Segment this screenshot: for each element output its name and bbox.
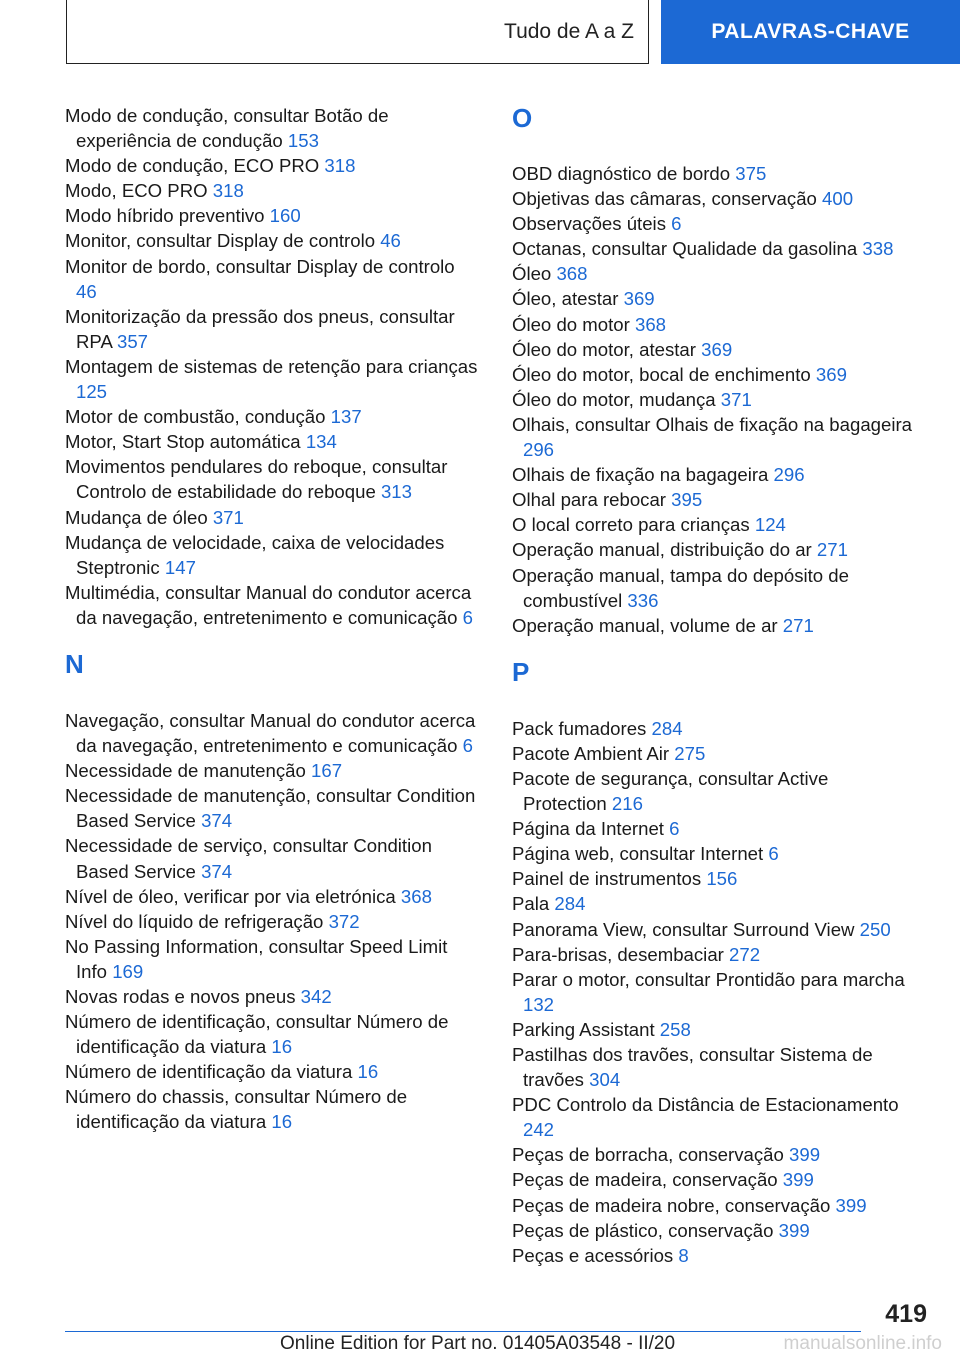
index-entry — [512, 891, 917, 916]
page-reference-link[interactable]: 16 — [357, 1061, 379, 1083]
index-entry-text: Nível do líquido de refrigeração — [65, 910, 324, 932]
page-reference-link[interactable]: 153 — [287, 130, 319, 152]
page-reference-link[interactable]: 369 — [815, 363, 847, 385]
index-entry — [65, 228, 480, 253]
index-entry-text: Para-brisas, desembaciar — [512, 943, 724, 965]
index-entry-text: Pacote de segurança, consultar Active Protection — [512, 767, 829, 815]
index-entry — [512, 917, 917, 942]
page-reference-link[interactable]: 6 — [462, 606, 473, 628]
index-entry-text: Monitorização da pressão dos pneus, consultar RPA — [65, 305, 455, 352]
page-reference-link[interactable]: 271 — [816, 539, 848, 561]
index-entry-text: Montagem de sistemas de retenção para crianças — [65, 355, 478, 377]
index-entry — [65, 1084, 480, 1134]
section-tab-label: Tudo de A a Z — [504, 19, 634, 43]
index-entry — [65, 1009, 480, 1059]
index-entry — [512, 462, 917, 487]
index-entry-text: Parar o motor, consultar Prontidão para marcha — [512, 968, 905, 990]
index-entry — [65, 909, 480, 934]
index-entry-text: OBD diagnóstico de bordo — [512, 163, 731, 184]
index-entry — [512, 261, 917, 286]
section-letter-o: O — [512, 103, 533, 133]
page-reference-link[interactable]: 399 — [835, 1194, 867, 1216]
page-reference-link[interactable]: 318 — [324, 155, 356, 177]
page-reference-link[interactable]: 369 — [623, 288, 655, 310]
index-entry-text: Peças de plástico, conservação — [512, 1219, 774, 1241]
page-reference-link[interactable]: 399 — [782, 1169, 814, 1191]
page-reference-link[interactable]: 284 — [554, 893, 586, 915]
page-reference-link[interactable]: 250 — [859, 918, 891, 940]
index-entry — [65, 404, 480, 429]
index-entry-text: Modo, ECO PRO — [65, 180, 208, 202]
index-entry-text: Óleo, atestar — [512, 288, 619, 310]
index-entry-text: Pack fumadores — [512, 717, 647, 739]
index-entry-text: Monitor, consultar Display de controlo — [65, 230, 376, 252]
page-reference-link[interactable]: 336 — [627, 589, 659, 611]
page-reference-link[interactable]: 296 — [523, 439, 555, 461]
footer-divider — [65, 1331, 861, 1332]
index-entry — [65, 934, 480, 984]
index-entry — [512, 186, 917, 211]
index-entry — [512, 716, 917, 741]
page-reference-link[interactable]: 375 — [735, 163, 767, 184]
index-entry-text: Número do chassis, consultar Número de identificação da viatura — [65, 1086, 408, 1133]
index-entry — [65, 1059, 480, 1084]
index-entry — [65, 354, 480, 404]
page-reference-link[interactable]: 338 — [862, 238, 894, 260]
page-reference-link[interactable]: 272 — [729, 943, 761, 965]
page-reference-link[interactable]: 371 — [720, 388, 752, 410]
page-reference-link[interactable]: 318 — [212, 180, 244, 202]
index-entry-text: Óleo do motor — [512, 313, 630, 335]
index-entry — [512, 312, 917, 337]
index-entry — [512, 613, 917, 638]
index-entry — [512, 487, 917, 512]
section-n-list — [65, 708, 480, 1135]
index-entry-text: Octanas, consultar Qualidade da gasolina — [512, 238, 858, 260]
index-entry-text: Pastilhas dos travões, consultar Sistema de travões — [512, 1044, 873, 1091]
index-entry-text: Pala — [512, 893, 550, 915]
index-entry-text: Monitor de bordo, consultar Display de controlo — [65, 255, 455, 277]
index-entry-text: Modo de condução, ECO PRO — [65, 155, 320, 177]
index-entry — [65, 833, 480, 883]
index-entry — [65, 429, 480, 454]
page-reference-link[interactable]: 124 — [754, 514, 786, 536]
index-entry-text: Peças e acessórios — [512, 1244, 674, 1266]
index-entry-text: Necessidade de manutenção, consultar Condition Based Service — [65, 785, 476, 832]
index-entry-text: No Passing Information, consultar Speed Limit Info — [65, 935, 448, 982]
index-entry-text: Necessidade de manutenção — [65, 760, 306, 782]
index-entry-text: Mudança de óleo — [65, 506, 208, 528]
page-reference-link[interactable]: 6 — [669, 818, 680, 840]
left-column — [65, 103, 480, 1135]
page-reference-link[interactable]: 16 — [271, 1111, 293, 1133]
index-entry — [512, 1193, 917, 1218]
index-entry — [65, 758, 480, 783]
index-entry-text: Novas rodas e novos pneus — [65, 986, 296, 1007]
page-reference-link[interactable]: 374 — [201, 860, 233, 882]
index-entry — [65, 304, 480, 354]
index-entry-text: PDC Controlo da Distância de Estacionamento — [512, 1094, 899, 1116]
index-entry — [512, 1218, 917, 1243]
index-entry — [65, 783, 480, 833]
index-entry — [65, 178, 480, 203]
index-entry — [512, 1017, 917, 1042]
index-entry — [65, 505, 480, 530]
section-tab — [66, 0, 649, 64]
index-entry-text: O local correto para crianças — [512, 514, 750, 536]
index-entry — [512, 866, 917, 891]
index-entry-text: Óleo do motor, atestar — [512, 338, 696, 360]
index-entry — [512, 766, 917, 816]
page-reference-link[interactable]: 46 — [76, 280, 97, 302]
index-entry-text: Operação manual, tampa do depósito de combustível — [512, 564, 849, 611]
index-entry — [512, 387, 917, 412]
index-entry — [65, 580, 480, 630]
section-p-list — [512, 716, 917, 1268]
index-entry — [65, 153, 480, 178]
index-entry — [65, 984, 480, 1009]
index-entry — [65, 103, 480, 153]
active-tab — [661, 0, 960, 64]
index-entry — [512, 1142, 917, 1167]
index-entry-text: Peças de borracha, conservação — [512, 1144, 784, 1166]
page-reference-link[interactable]: 284 — [651, 717, 683, 739]
index-entry-text: Operação manual, volume de ar — [512, 614, 778, 636]
index-entry — [512, 512, 917, 537]
index-entry-text: Peças de madeira, conservação — [512, 1169, 778, 1191]
index-entry — [512, 563, 917, 613]
page-reference-link[interactable]: 8 — [678, 1244, 689, 1266]
index-entry-text: Pacote Ambient Air — [512, 742, 670, 764]
page-reference-link[interactable]: 6 — [768, 843, 779, 865]
index-entry — [65, 254, 480, 304]
page-reference-link[interactable]: 132 — [523, 993, 555, 1015]
index-entry — [512, 967, 917, 1017]
index-entry-text: Nível de óleo, verificar por via eletrónica — [65, 885, 396, 907]
index-entry-text: Panorama View, consultar Surround View — [512, 918, 855, 940]
index-entry — [512, 1092, 917, 1142]
page-reference-link[interactable]: 275 — [674, 742, 706, 764]
index-entry — [512, 741, 917, 766]
section-o-list — [512, 161, 917, 638]
index-entry-text: Multimédia, consultar Manual do condutor acerca da navegação, entretenimento e comunicação — [65, 581, 472, 628]
index-entry-text: Olhais, consultar Olhais de fixação na bagageira — [512, 413, 913, 435]
index-entry-text: Óleo — [512, 263, 552, 285]
index-entry — [512, 211, 917, 236]
page-reference-link[interactable]: 369 — [701, 338, 733, 360]
index-entry-text: Olhal para rebocar — [512, 489, 666, 511]
index-entry — [512, 1243, 917, 1268]
index-entry-text: Página web, consultar Internet — [512, 843, 764, 865]
page-reference-link[interactable]: 357 — [117, 330, 149, 352]
index-entry-text: Motor de combustão, condução — [65, 406, 326, 428]
index-entry — [512, 1167, 917, 1192]
page-reference-link[interactable]: 125 — [76, 381, 108, 403]
index-entry — [65, 454, 480, 504]
index-entry-text: Óleo do motor, mudança — [512, 388, 716, 410]
page-reference-link[interactable]: 46 — [380, 230, 401, 252]
index-entry-text: Modo de condução, consultar Botão de experiência de condução — [65, 105, 389, 152]
index-entry — [512, 1042, 917, 1092]
index-entry-text: Necessidade de serviço, consultar Condition Based Service — [65, 835, 432, 882]
index-entry-text: Movimentos pendulares do reboque, consultar Controlo de estabilidade do reboque — [65, 456, 448, 503]
page-reference-link[interactable]: 371 — [212, 506, 244, 528]
page-reference-link[interactable]: 216 — [611, 793, 643, 815]
index-entry-text: Número de identificação, consultar Número de identificação da viatura — [65, 1011, 449, 1058]
page-reference-link[interactable]: 372 — [328, 910, 360, 932]
index-entry-text: Painel de instrumentos — [512, 868, 702, 890]
index-entry — [512, 337, 917, 362]
index-entry — [512, 412, 917, 462]
index-entry-text: Modo híbrido preventivo — [65, 205, 265, 227]
left-entries-list — [65, 103, 480, 630]
section-letter-n: N — [65, 648, 84, 679]
page-reference-link[interactable]: 296 — [773, 464, 805, 486]
right-column — [512, 103, 917, 1268]
index-entry-text: Óleo do motor, bocal de enchimento — [512, 363, 811, 385]
index-entry — [512, 816, 917, 841]
index-entry — [65, 530, 480, 580]
page-reference-link[interactable]: 395 — [671, 489, 703, 511]
index-entry — [512, 236, 917, 261]
index-entry — [512, 942, 917, 967]
page-reference-link[interactable]: 134 — [305, 431, 337, 453]
page-reference-link[interactable]: 304 — [589, 1069, 621, 1091]
page-reference-link[interactable]: 374 — [201, 810, 233, 832]
index-entry-text: Olhais de fixação na bagageira — [512, 464, 769, 486]
index-entry — [65, 203, 480, 228]
page-reference-link[interactable]: 137 — [330, 406, 362, 428]
index-entry — [65, 884, 480, 909]
page-reference-link[interactable]: 167 — [311, 760, 343, 782]
index-entry — [512, 362, 917, 387]
page-reference-link[interactable]: 400 — [822, 188, 854, 210]
page-reference-link[interactable]: 6 — [671, 213, 682, 235]
index-entry — [512, 161, 917, 186]
page-reference-link[interactable]: 342 — [300, 986, 332, 1007]
edition-note: Online Edition for Part no. 01405A03548 - II/20 — [280, 1333, 676, 1354]
index-entry — [512, 286, 917, 311]
index-entry-text: Parking Assistant — [512, 1018, 655, 1040]
page-reference-link[interactable]: 399 — [789, 1144, 821, 1166]
index-entry-text: Operação manual, distribuição do ar — [512, 539, 812, 561]
index-entry-text: Número de identificação da viatura — [65, 1061, 353, 1083]
index-entry-text: Página da Internet — [512, 818, 664, 840]
page-reference-link[interactable]: 156 — [706, 868, 738, 890]
page-reference-link[interactable]: 6 — [462, 735, 473, 757]
index-entry-text: Mudança de velocidade, caixa de velocidades Steptronic — [65, 531, 445, 578]
page-reference-link[interactable]: 169 — [112, 960, 144, 982]
watermark: manualsonline.info — [783, 1333, 942, 1354]
active-tab-label: PALAVRAS-CHAVE — [711, 20, 910, 43]
page-reference-link[interactable]: 160 — [269, 205, 301, 227]
page-reference-link[interactable]: 399 — [778, 1219, 810, 1241]
index-entry-text: Motor, Start Stop automática — [65, 431, 301, 453]
page-reference-link[interactable]: 242 — [523, 1119, 555, 1141]
page-reference-link[interactable]: 271 — [782, 614, 814, 636]
page-number: 419 — [885, 1300, 927, 1328]
index-entry-text: Navegação, consultar Manual do condutor acerca da navegação, entretenimento e comunicação — [65, 709, 476, 757]
index-entry — [512, 537, 917, 562]
page-reference-link[interactable]: 368 — [400, 885, 432, 907]
page-reference-link[interactable]: 147 — [164, 556, 196, 578]
index-entry-text: Objetivas das câmaras, conservação — [512, 188, 817, 210]
index-entry-text: Peças de madeira nobre, conservação — [512, 1194, 831, 1216]
page-reference-link[interactable]: 258 — [659, 1018, 691, 1040]
page-reference-link[interactable]: 313 — [380, 481, 412, 503]
page-reference-link[interactable]: 368 — [635, 313, 667, 335]
index-entry — [512, 841, 917, 866]
page-reference-link[interactable]: 16 — [271, 1036, 293, 1058]
index-entry-text: Observações úteis — [512, 213, 666, 235]
index-entry — [65, 708, 480, 758]
section-letter-p: P — [512, 656, 530, 687]
page-reference-link[interactable]: 368 — [556, 263, 588, 285]
